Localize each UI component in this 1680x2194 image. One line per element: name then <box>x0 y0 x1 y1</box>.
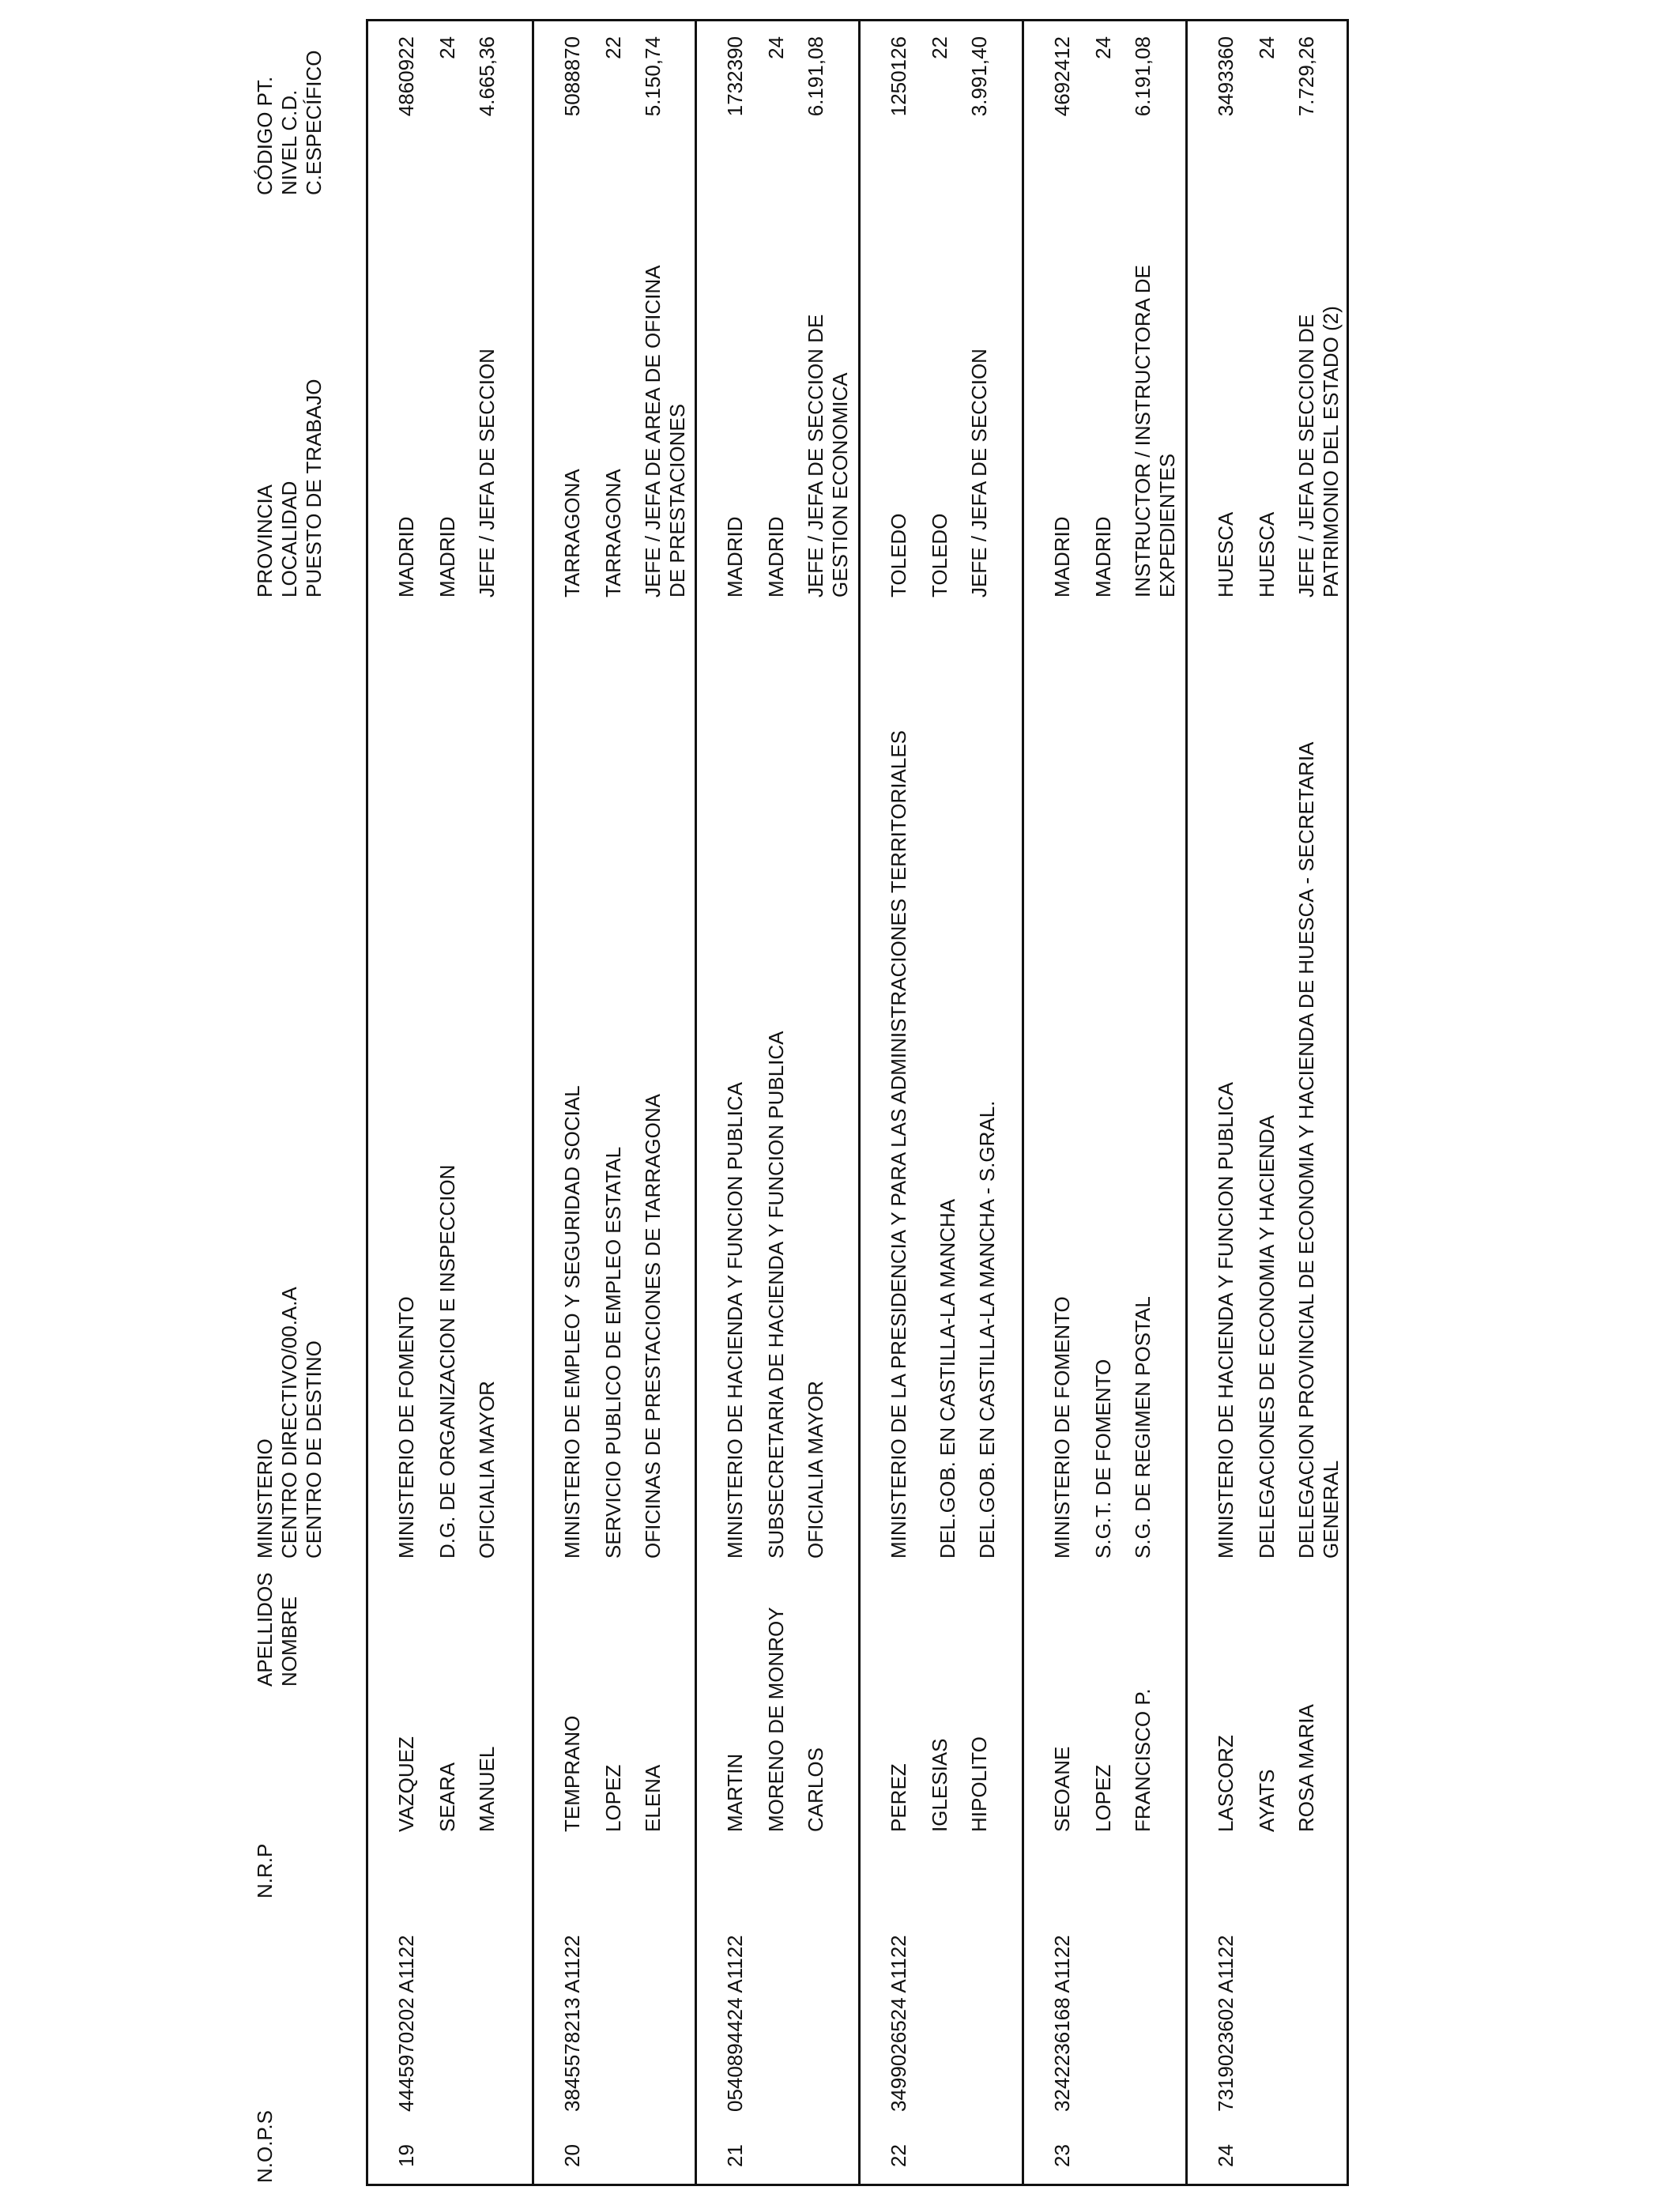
ministerio-cell: MINISTERIO DE EMPLEO Y SEGURIDAD SOCIAL <box>560 1085 584 1559</box>
nivel-cell: 24 <box>1091 36 1115 59</box>
codigo-cell: 5088870 <box>560 36 584 117</box>
table-row <box>1185 19 1349 2186</box>
puesto-cell: JEFE / JEFA DE SECCION DE GESTION ECONOMICA <box>804 314 852 598</box>
header-codigo: CÓDIGO PT. <box>253 76 277 195</box>
localidad-cell: MADRID <box>435 516 459 598</box>
table-row <box>1022 19 1185 2186</box>
nivel-cell: 22 <box>601 36 625 59</box>
centro-destino-cell: S.G. DE REGIMEN POSTAL <box>1131 1296 1155 1559</box>
apellido1-cell: PEREZ <box>887 1763 910 1832</box>
table-row <box>532 19 695 2186</box>
codigo-cell: 1732390 <box>723 36 747 117</box>
codigo-cell: 4860922 <box>394 36 418 117</box>
localidad-cell: TOLEDO <box>928 513 951 598</box>
nivel-cell: 24 <box>1255 36 1279 59</box>
apellido2-cell: LOPEZ <box>601 1764 625 1832</box>
centro-directivo-cell: D.G. DE ORGANIZACION E INSPECCION <box>435 1164 459 1559</box>
apellido1-cell: LASCORZ <box>1214 1735 1237 1832</box>
nrp-cell: 0540894424 A1122 <box>723 1935 747 2112</box>
puesto-cell: INSTRUCTOR / INSTRUCTORA DE EXPEDIENTES <box>1131 265 1179 598</box>
localidad-cell: TARRAGONA <box>601 469 625 598</box>
header-provincia: PROVINCIA <box>253 484 277 598</box>
provincia-cell: MADRID <box>394 516 418 598</box>
apellido1-cell: SEOANE <box>1050 1746 1074 1832</box>
apellido2-cell: MORENO DE MONROY <box>764 1607 788 1832</box>
apellido1-cell: VAZQUEZ <box>394 1736 418 1832</box>
centro-directivo-cell: DELEGACIONES DE ECONOMIA Y HACIENDA <box>1255 1114 1279 1559</box>
especifico-cell: 7.729,26 <box>1294 36 1318 117</box>
apellido1-cell: MARTIN <box>723 1753 747 1832</box>
nrp-cell: 7319023602 A1122 <box>1214 1935 1237 2112</box>
nops-cell: 20 <box>560 2144 584 2167</box>
nivel-cell: 24 <box>435 36 459 59</box>
apellido2-cell: IGLESIAS <box>928 1738 951 1832</box>
nombre-cell: HIPOLITO <box>967 1736 991 1832</box>
nivel-cell: 22 <box>928 36 951 59</box>
ministerio-cell: MINISTERIO DE FOMENTO <box>394 1296 418 1559</box>
header-localidad: LOCALIDAD <box>277 481 301 598</box>
apellido1-cell: TEMPRANO <box>560 1715 584 1832</box>
header-nops: N.O.P.S <box>253 2109 277 2183</box>
especifico-cell: 6.191,08 <box>804 36 827 117</box>
localidad-cell: MADRID <box>764 516 788 598</box>
table-row <box>858 19 1022 2186</box>
provincia-cell: MADRID <box>1050 516 1074 598</box>
nombre-cell: ROSA MARIA <box>1294 1704 1318 1832</box>
header-especifico: C.ESPECÍFICO <box>302 50 326 195</box>
header-apellidos: APELLIDOS <box>253 1572 277 1687</box>
especifico-cell: 6.191,08 <box>1131 36 1155 117</box>
centro-directivo-cell: S.G.T. DE FOMENTO <box>1091 1359 1115 1559</box>
ministerio-cell: MINISTERIO DE FOMENTO <box>1050 1296 1074 1559</box>
nrp-cell: 3845578213 A1122 <box>560 1935 584 2112</box>
puesto-cell: JEFE / JEFA DE AREA DE OFICINA DE PRESTACIONES <box>641 266 689 598</box>
especifico-cell: 3.991,40 <box>967 36 991 117</box>
nombre-cell: FRANCISCO P. <box>1131 1688 1155 1832</box>
localidad-cell: MADRID <box>1091 516 1115 598</box>
centro-destino-cell: DELEGACION PROVINCIAL DE ECONOMIA Y HACIENDA DE HUESCA - SECRETARIA GENERAL <box>1294 742 1343 1559</box>
centro-destino-cell: OFICIALIA MAYOR <box>475 1381 499 1559</box>
localidad-cell: HUESCA <box>1255 511 1279 598</box>
apellido2-cell: AYATS <box>1255 1769 1279 1832</box>
puesto-cell: JEFE / JEFA DE SECCION DE PATRIMONIO DEL ESTADO (2) <box>1294 306 1343 598</box>
table-row <box>695 19 858 2186</box>
nombre-cell: CARLOS <box>804 1747 827 1832</box>
header-ministerio: MINISTERIO <box>253 1438 277 1559</box>
codigo-cell: 3493360 <box>1214 36 1237 117</box>
ministerio-cell: MINISTERIO DE LA PRESIDENCIA Y PARA LAS ADMINISTRACIONES TERRITORIALES <box>887 730 910 1559</box>
codigo-cell: 1250126 <box>887 36 910 117</box>
nivel-cell: 24 <box>764 36 788 59</box>
puesto-cell: JEFE / JEFA DE SECCION <box>967 349 991 598</box>
header-nrp: N.R.P <box>253 1843 277 1898</box>
nops-cell: 22 <box>887 2144 910 2167</box>
provincia-cell: TARRAGONA <box>560 469 584 598</box>
nops-cell: 21 <box>723 2144 747 2167</box>
table-row <box>366 19 532 2186</box>
ministerio-cell: MINISTERIO DE HACIENDA Y FUNCION PUBLICA <box>1214 1082 1237 1559</box>
header-centro-destino: CENTRO DE DESTINO <box>302 1340 326 1559</box>
header-nombre: NOMBRE <box>277 1596 301 1687</box>
especifico-cell: 4.665,36 <box>475 36 499 117</box>
centro-destino-cell: OFICIALIA MAYOR <box>804 1381 827 1559</box>
centro-directivo-cell: SUBSECRETARIA DE HACIENDA Y FUNCION PUBLICA <box>764 1031 788 1559</box>
header-centro-directivo: CENTRO DIRECTIVO/00.A.A <box>277 1287 301 1559</box>
nrp-cell: 4445970202 A1122 <box>394 1935 418 2112</box>
nrp-cell: 3242236168 A1122 <box>1050 1935 1074 2112</box>
especifico-cell: 5.150,74 <box>641 36 665 117</box>
header-puesto: PUESTO DE TRABAJO <box>302 379 326 598</box>
centro-directivo-cell: DEL.GOB. EN CASTILLA-LA MANCHA <box>936 1198 959 1559</box>
ministerio-cell: MINISTERIO DE HACIENDA Y FUNCION PUBLICA <box>723 1082 747 1559</box>
centro-destino-cell: DEL.GOB. EN CASTILLA-LA MANCHA - S.GRAL. <box>975 1100 999 1559</box>
nops-cell: 19 <box>394 2144 418 2167</box>
nrp-cell: 3499026524 A1122 <box>887 1935 910 2112</box>
provincia-cell: MADRID <box>723 516 747 598</box>
nops-cell: 24 <box>1214 2144 1237 2167</box>
centro-directivo-cell: SERVICIO PUBLICO DE EMPLEO ESTATAL <box>601 1146 625 1559</box>
codigo-cell: 4692412 <box>1050 36 1074 117</box>
nops-cell: 23 <box>1050 2144 1074 2167</box>
provincia-cell: TOLEDO <box>887 513 910 598</box>
apellido2-cell: LOPEZ <box>1091 1764 1115 1832</box>
nombre-cell: ELENA <box>641 1764 665 1832</box>
apellido2-cell: SEARA <box>435 1762 459 1832</box>
header-nivel: NIVEL C.D. <box>277 89 301 195</box>
provincia-cell: HUESCA <box>1214 511 1237 598</box>
puesto-cell: JEFE / JEFA DE SECCION <box>475 349 499 598</box>
centro-destino-cell: OFICINAS DE PRESTACIONES DE TARRAGONA <box>641 1094 665 1559</box>
nombre-cell: MANUEL <box>475 1746 499 1832</box>
